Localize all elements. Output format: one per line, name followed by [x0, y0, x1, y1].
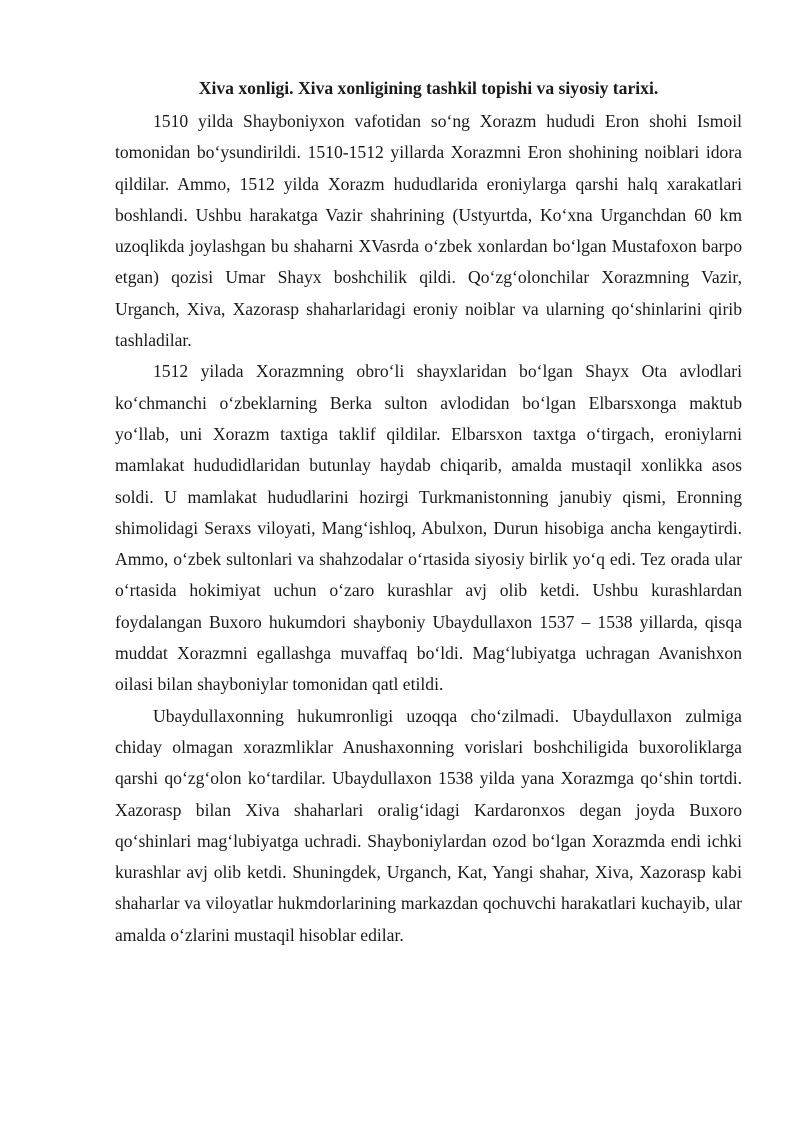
paragraph-1: 1510 yilda Shayboniyxon vafotidan so‘ng Xorazm hududi Eron shohi Ismoil tomonidan bo‘ysundirildi. 1510-1512 yillarda Xorazmni Eron shohining noiblari idora qildilar. Ammo, 1512 yilda Xorazm hududlarida eroniylarga qarshi halq xarakatlari boshlandi. Ushbu harakatga Vazir shahrining (Ustyurtda, Ko‘xna Urganchdan 60 km uzoqlikda joylashgan bu shaharni XVasrda o‘zbek xonlardan bo‘lgan Mustafoxon barpo etgan) qozisi Umar Shayx boshchilik qildi. Qo‘zg‘olonchilar Xorazmning Vazir, Urganch, Xiva, Xazorasp shaharlaridagi eroniy noiblar va ularning qo‘shinlarini qirib tashladilar. — [115, 111, 742, 351]
paragraph-2: 1512 yilada Xorazmning obro‘li shayxlaridan bo‘lgan Shayx Ota avlodlari ko‘chmanchi o‘zbeklarning Berka sulton avlodidan bo‘lgan Elbarsxonga maktub yo‘llab, uni Xorazm taxtiga taklif qildilar. Elbarsxon taxtga o‘tirgach, eroniylarni mamlakat hududidlaridan butunlay haydab chiqarib, amalda mustaqil xonlikka asos soldi. U mamlakat hududlarini hozirgi Turkmanistonning janubiy qismi, Eronning shimolidagi Seraxs viloyati, Mang‘ishloq, Abulxon, Durun hisobiga ancha kengaytirdi. Ammo, o‘zbek sultonlari va shahzodalar o‘rtasida siyosiy birlik yo‘q edi. Tez orada ular o‘rtasida hokimiyat uchun o‘zaro kurashlar avj olib ketdi. Ushbu kurashlardan foydalangan Buxoro hukumdori shayboniy Ubaydullaxon 1537 – 1538 yillarda, qisqa muddat Xorazmni egallashga muvaffaq bo‘ldi. Mag‘lubiyatga uchragan Avanishxon oilasi bilan shayboniylar tomonidan qatl etildi. — [115, 361, 742, 695]
document-title: Xiva xonligi. Xiva xonligining tashkil topishi va siyosiy tarixi. — [198, 78, 659, 98]
document-body — [115, 76, 742, 951]
paragraph-3: Ubaydullaxonning hukumronligi uzoqqa cho‘zilmadi. Ubaydullaxon zulmiga chiday olmagan xorazmliklar Anushaxonning vorislari boshchiligida buxoroliklarga qarshi qo‘zg‘olon ko‘tardilar. Ubaydullaxon 1538 yilda yana Xorazmga qo‘shin tortdi. Xazorasp bilan Xiva shaharlari oralig‘idagi Kardaronxos degan joyda Buxoro qo‘shinlari mag‘lubiyatga uchradi. Shayboniylardan ozod bo‘lgan Xorazmda endi ichki kurashlar avj olib ketdi. Shuningdek, Urganch, Kat, Yangi shahar, Xiva, Xazorasp kabi shaharlar va viloyatlar hukmdorlarining markazdan qochuvchi harakatlari kuchayib, ular amalda o‘zlarini mustaqil hisoblar edilar. — [115, 705, 742, 945]
